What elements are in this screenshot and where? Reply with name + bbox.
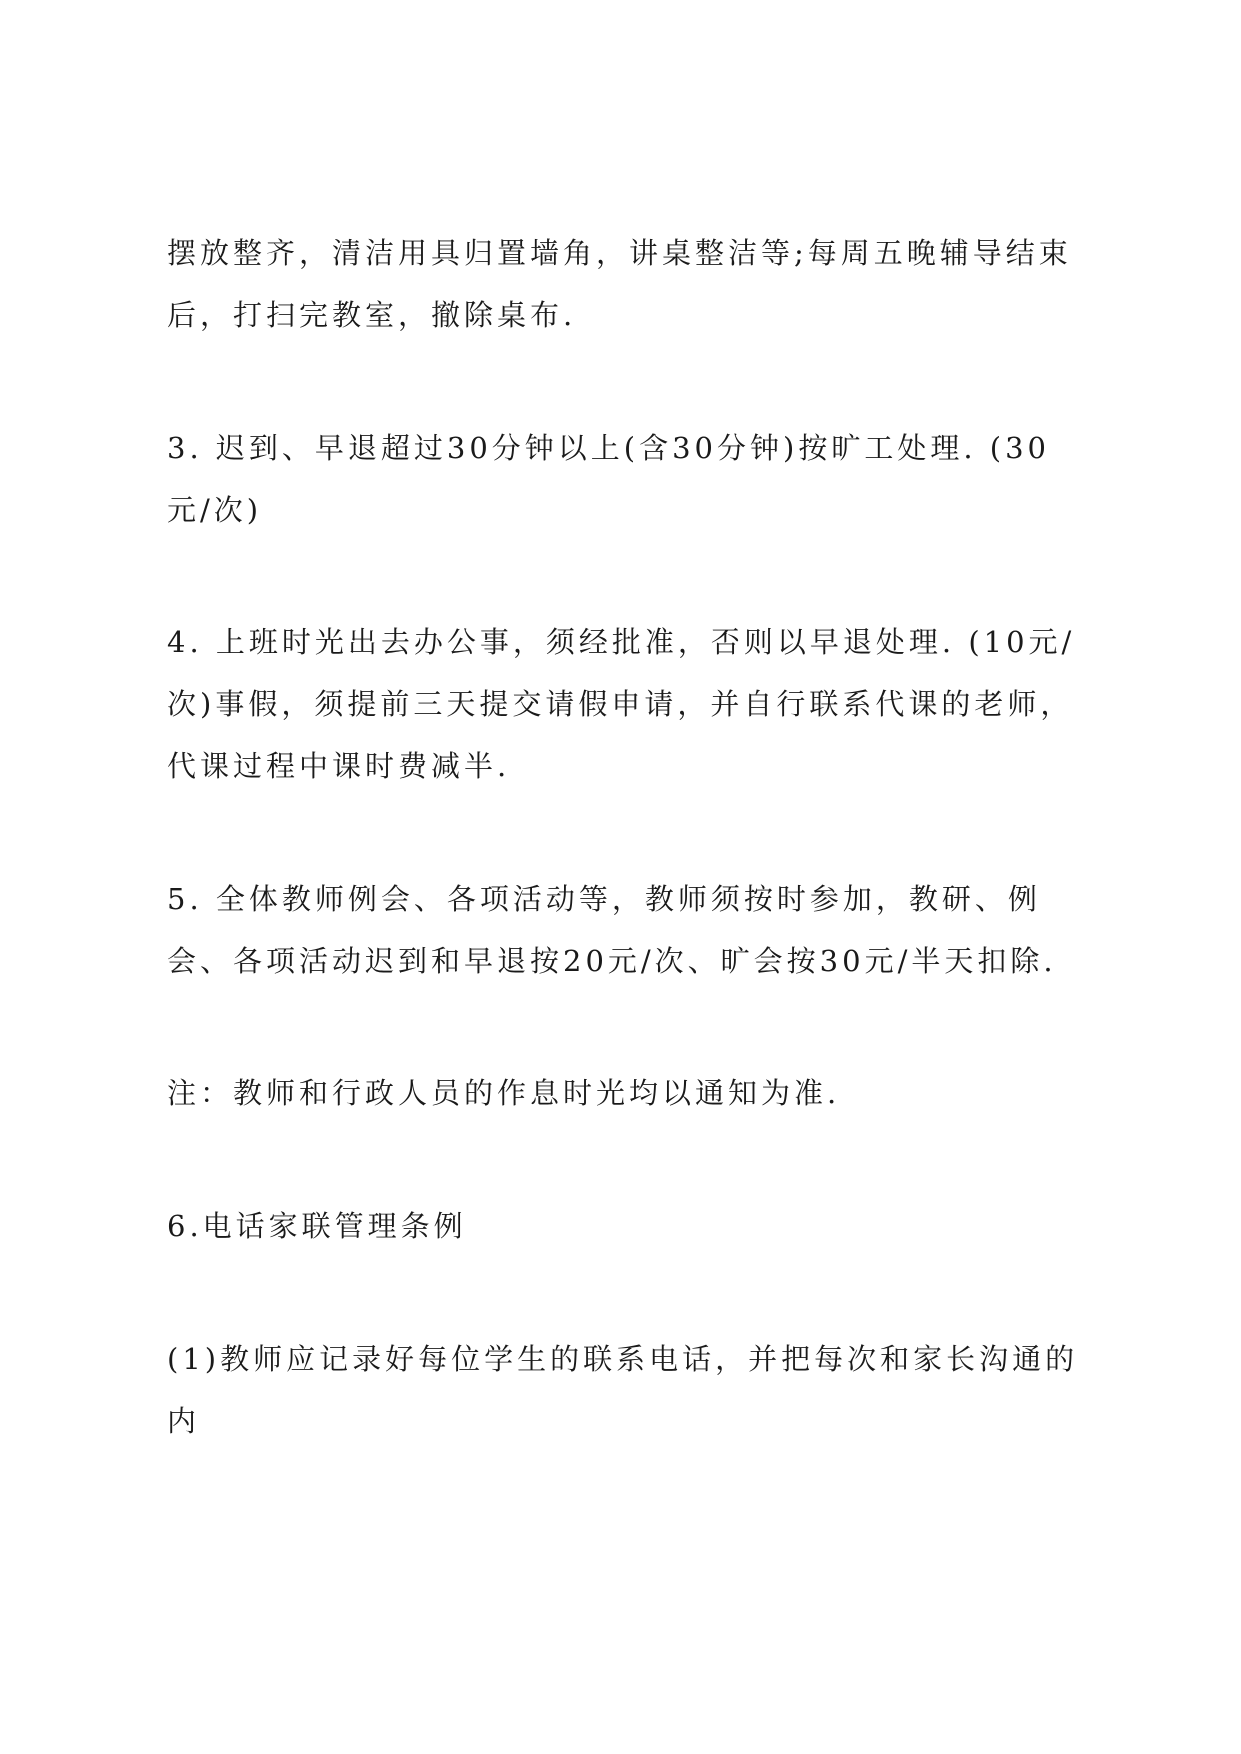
text-line-1: 摆放整齐，清洁用具归置墙角，讲桌整洁等;每周五晚辅导结束 [167, 236, 1072, 270]
item-4-line-1: 4. 上班时光出去办公事，须经批准，否则以早退处理. (10元/ [167, 625, 1076, 659]
text-line-2: 后，打扫完教室，撤除桌布. [167, 298, 577, 332]
item-6-1-line-2: 内 [167, 1404, 201, 1438]
item-4-line-3: 代课过程中课时费减半. [167, 749, 511, 783]
section-6-heading: 6.电话家联管理条例 [167, 1209, 467, 1243]
item-3-line-1: 3. 迟到、早退超过30分钟以上(含30分钟)按旷工处理. (30 [167, 431, 1050, 465]
item-6-1-line-1: (1)教师应记录好每位学生的联系电话，并把每次和家长沟通的 [167, 1342, 1079, 1376]
note-line: 注：教师和行政人员的作息时光均以通知为准. [167, 1076, 841, 1110]
item-3-line-2: 元/次) [167, 493, 263, 527]
item-4-line-2: 次)事假，须提前三天提交请假申请，并自行联系代课的老师， [167, 687, 1074, 721]
item-5-line-2: 会、各项活动迟到和早退按20元/次、旷会按30元/半天扣除. [167, 944, 1057, 978]
item-5-line-1: 5. 全体教师例会、各项活动等，教师须按时参加，教研、例 [167, 882, 1041, 916]
